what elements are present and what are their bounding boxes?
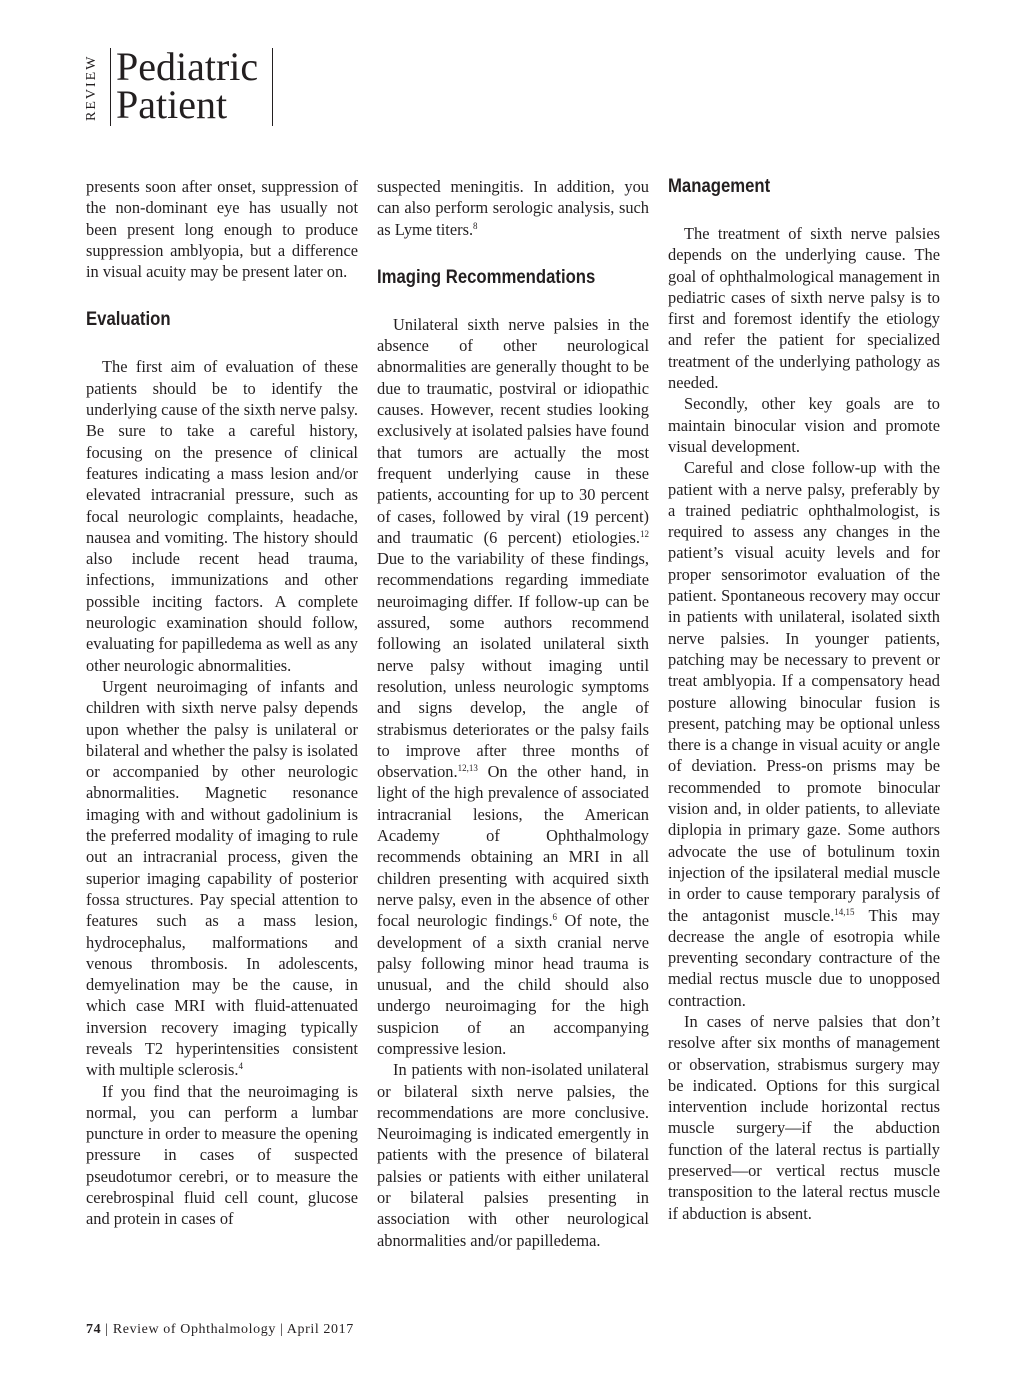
col1-p3-text: Urgent neuroimaging of infants and children with sixth nerve palsy depends upon whether the palsy is unilateral or bilateral and whether the palsy is isolated or accompanied by other neurologic abnormalities. Magnetic resonance imaging with and without gadolinium is the preferred modality of imaging to rule out an intracranial process, given the superior imaging capability of posterior fossa structures. Pay special attention to features such as a mass lesion, hydrocephalus, malformations and venous thrombosis. In adolescents, demyelination may be the cause, in which case MRI with fluid-attenuated inversion recovery imaging typically reveals T2 hyperintensities consistent with multiple sclerosis. — [86, 676, 358, 1080]
reference-marker: 8 — [473, 220, 478, 231]
heading-evaluation: Evaluation — [86, 309, 171, 331]
col3-paragraph-1: The treatment of sixth nerve palsies depends on the underlying cause. The goal of ophthalmological management in pediatric cases of sixth nerve palsy is to first and foremost identify the etiology and refer the patient for specialized treatment of the underlying pathology as needed. — [668, 224, 940, 393]
page-title — [116, 44, 259, 127]
page-number: 74 — [86, 1322, 102, 1337]
title-line-1: Pediatric — [116, 44, 259, 89]
page-footer — [86, 1322, 354, 1338]
reference-marker: 6 — [552, 912, 558, 923]
col3-p3a-text: Careful and close follow-up with the patient with a nerve palsy, preferably by a trained pediatric ophthalmologist, is required to assess any changes in the patient’s visual acuity levels and for proper sensorimotor evaluation of the patient. Spontaneous recovery may occur in patients with unilateral, isolated sixth nerve palsies. In younger patients, patching may be necessary to prevent or treat amblyopia. If a compensatory head posture allowing binocular fusion is present, patching may be optional unless there is a change in visual acuity or angle of deviation. Press-on prisms may be recommended to promote binocular vision and, in older patients, to alleviate diplopia in primary gaze. Some authors advocate the use of botulinum toxin injection of the ipsilateral medial muscle in order to cause temporary paralysis of the antagonist muscle. — [668, 458, 940, 925]
heading-management: Management — [668, 176, 771, 197]
col1-paragraph-3 — [86, 676, 358, 1081]
title-line-2: Patient — [116, 82, 228, 127]
footer-separator: | — [275, 1322, 287, 1337]
col2-p1-text: suspected meningitis. In addition, you can also perform serologic analysis, such as Lyme titers. — [377, 177, 649, 239]
col3-paragraph-3 — [668, 457, 940, 1011]
header-rule-left — [110, 48, 111, 126]
col3-p3b-text: This may decrease the angle of esotropia while preventing secondary contracture of the medial rectus muscle due to unopposed contraction. — [668, 905, 940, 1010]
reference-marker: 12 — [640, 528, 649, 539]
footer-separator: | — [101, 1322, 113, 1337]
column-1 — [86, 176, 358, 1230]
col3-paragraph-4: In cases of nerve palsies that don’t resolve after six months of management or observation, strabismus surgery may be indicated. Options for this surgical intervention include horizontal rectus muscle surgery—if the abduction function of the lateral rectus is partially preserved—or vertical rectus muscle transposition to the lateral rectus muscle if abduction is absent. — [668, 1011, 940, 1223]
col2-p2a-text: Unilateral sixth nerve palsies in the absence of other neurological abnormalities are generally thought to be due to traumatic, postviral or idiopathic causes. However, recent studies looking exclusively at isolated palsies have found that tumors are actually the most frequent underlying cause in these patients, accounting for up to 30 percent of cases, followed by viral (19 percent) and traumatic (6 percent) etiologies. — [377, 314, 649, 547]
issue-date: April 2017 — [286, 1322, 354, 1337]
column-3 — [668, 176, 940, 1224]
col2-paragraph-2 — [377, 314, 649, 1059]
heading-imaging-recommendations: Imaging Recommendations — [377, 266, 596, 288]
col2-paragraph-3: In patients with non-isolated unilateral or bilateral sixth nerve palsies, the recommendations are more conclusive. Neuroimaging is indicated emergently in patients with the presence of bilateral palsies or patients with either unilateral or bilateral palsies presenting in association with other neurological abnormalities and/or papilledema. — [377, 1060, 649, 1250]
header-rule-right — [272, 48, 273, 126]
col2-paragraph-1 — [377, 176, 649, 240]
col1-paragraph-4: If you find that the neuroimaging is normal, you can perform a lumbar puncture in order to measure the opening pressure in cases of suspected pseudotumor cerebri, or to measure the cerebrospinal fluid cell count, glucose and protein in cases of — [86, 1081, 358, 1229]
reference-marker: 12,13 — [457, 763, 478, 774]
col1-paragraph-1: presents soon after onset, suppression of the non-dominant eye has usually not been present long enough to produce suppression amblyopia, but a difference in visual acuity may be present later on. — [86, 177, 358, 282]
column-2 — [377, 176, 649, 1251]
col2-p2d-text: Of note, the development of a sixth cranial nerve palsy following minor head trauma is unusual, and the child should also undergo neuroimaging for the high suspicion of an accompanying compressive lesion. — [377, 911, 649, 1058]
col2-p2c-text: On the other hand, in light of the high prevalence of associated intracranial lesions, the American Academy of Ophthalmology recommends obtaining an MRI in all children presenting with acquired sixth nerve palsy, even in the absence of other focal neurologic findings. — [377, 762, 649, 931]
col3-paragraph-2: Secondly, other key goals are to maintain binocular vision and promote visual development. — [668, 394, 940, 456]
journal-name: Review of Ophthalmology — [112, 1322, 276, 1337]
reference-marker: 14,15 — [834, 906, 855, 917]
reference-marker: 4 — [238, 1061, 244, 1072]
section-label: REVIEW — [84, 54, 99, 122]
col2-p2b-text: Due to the variability of these findings, recommendations regarding immediate neuroimaging differ. If follow-up can be assured, some authors recommend following an isolated unilateral sixth nerve palsy without imaging until resolution, unless neurologic symptoms and signs develop, the angle of strabismus deteriorates or the palsy fails to improve after three months of observation. — [377, 549, 649, 782]
col1-paragraph-2: The first aim of evaluation of these patients should be to identify the underlying cause of the sixth nerve palsy. Be sure to take a careful history, focusing on the presence of clinical features indicating a mass lesion and/or elevated intracranial pressure, such as focal neurologic complaints, headache, nausea and vomiting. The history should also include recent head trauma, infections, immunizations and other possible inciting factors. A complete neurologic examination should follow, evaluating for papilledema as well as any other neurologic abnormalities. — [86, 357, 358, 675]
